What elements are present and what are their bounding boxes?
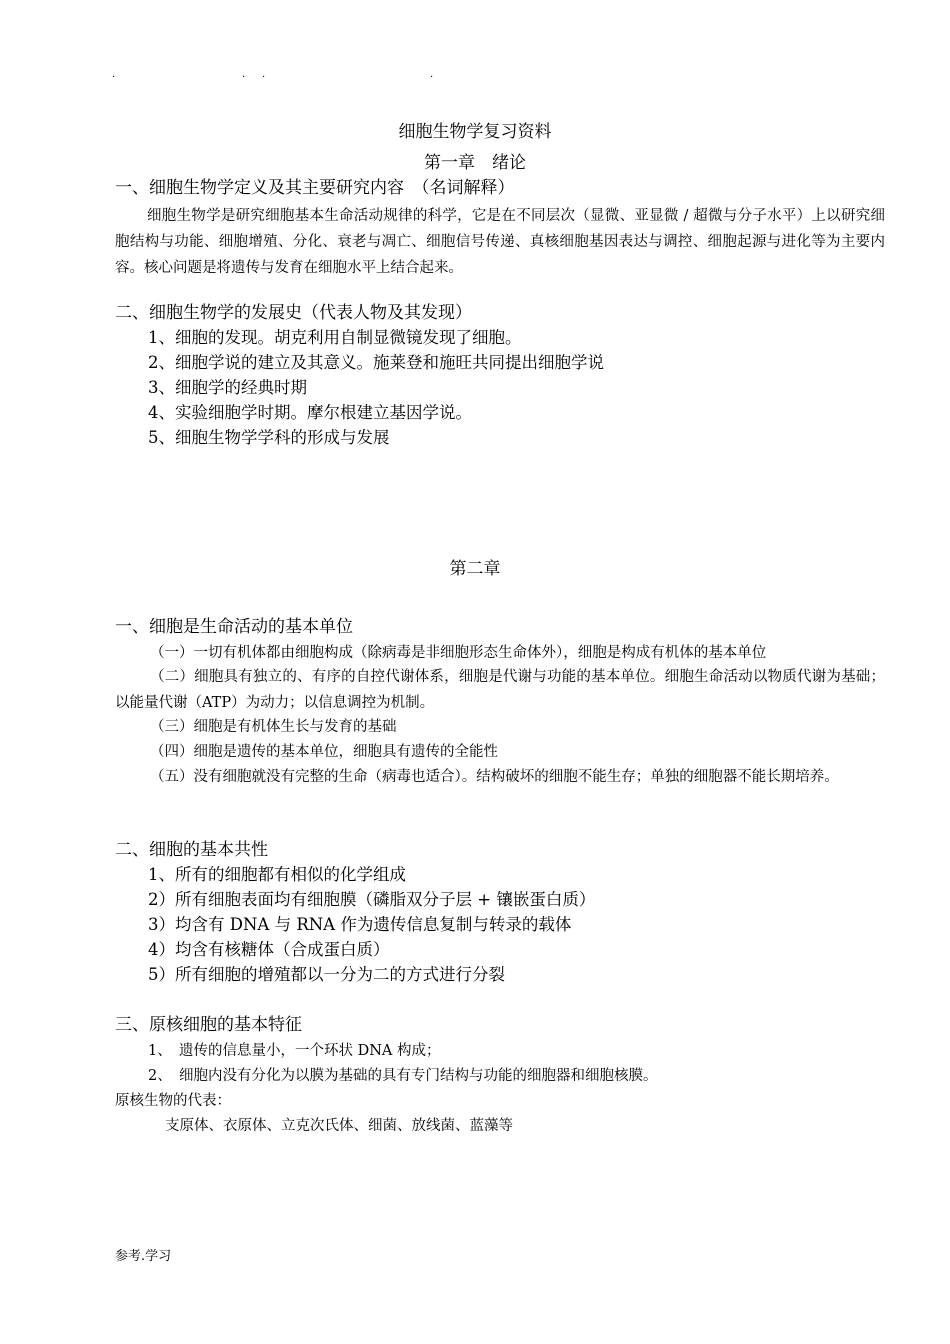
ch2-section2-item: 1、所有的细胞都有相似的化学组成 (148, 865, 406, 884)
ch2-section3-item: 1、 遗传的信息量小，一个环状 DNA 构成； (148, 1043, 441, 1059)
prokaryote-rep-label: 原核生物的代表： (115, 1093, 231, 1109)
header-marks (112, 72, 452, 88)
ch1-section2-item: 3、细胞学的经典时期 (148, 378, 307, 397)
page-footer: 参考.学习 (115, 1249, 172, 1264)
ch1-section2-item: 2、细胞学说的建立及其意义。施莱登和施旺共同提出细胞学说 (148, 353, 604, 372)
ch2-section3-heading: 三、原核细胞的基本特征 (115, 1015, 302, 1035)
ch1-section2-item: 5、细胞生物学学科的形成与发展 (148, 428, 390, 447)
ch1-section1-heading: 一、细胞生物学定义及其主要研究内容 （名词解释） (115, 178, 515, 198)
doc-title: 细胞生物学复习资料 (398, 122, 552, 142)
ch2-section1-item: （二）细胞具有独立的、有序的自控代谢体系，细胞是代谢与功能的基本单位。细胞生命活动以物质代谢为基础；以能量代谢（ATP）为动力；以信息调控为机制。 (115, 669, 885, 711)
ch2-section1-heading: 一、细胞是生命活动的基本单位 (115, 617, 353, 637)
ch2-section1-item: （三）细胞是有机体生长与发育的基础 (150, 719, 397, 735)
header-mark: · (430, 72, 434, 83)
prokaryote-rep-list: 支原体、衣原体、立克次氏体、细菌、放线菌、蓝藻等 (165, 1118, 513, 1134)
ch2-section2-item: 2）所有细胞表面均有细胞膜（磷脂双分子层 + 镶嵌蛋白质） (148, 890, 596, 909)
ch1-section2-heading: 二、细胞生物学的发展史（代表人物及其发现） (115, 303, 472, 323)
ch2-section1-item: （五）没有细胞就没有完整的生命（病毒也适合）。结构破坏的细胞不能生存；单独的细胞器不能长期培养。 (150, 769, 839, 785)
ch2-section1-item: （一）一切有机体都由细胞构成（除病毒是非细胞形态生命体外），细胞是构成有机体的基本单位 (150, 645, 767, 661)
header-mark: · (112, 72, 116, 83)
ch2-section3-item: 2、 细胞内没有分化为以膜为基础的具有专门结构与功能的细胞器和细胞核膜。 (148, 1068, 658, 1084)
ch1-section2-item: 1、细胞的发现。胡克利用自制显微镜发现了细胞。 (148, 328, 522, 347)
ch1-section2-item: 4、实验细胞学时期。摩尔根建立基因学说。 (148, 403, 472, 422)
header-mark: · (242, 72, 246, 83)
ch1-section1-paragraph: 细胞生物学是研究细胞基本生命活动规律的科学，它是在不同层次（显微、亚显微 / 超微与分子水平）上以研究细胞结构与功能、细胞增殖、分化、衰老与凋亡、细胞信号传递、真核细胞基因表达与调控、细胞起源与进化等为主要内容。核心问题是将遗传与发育在细胞水平上结合起来。 (115, 208, 885, 276)
ch2-section1-item: （四）细胞是遗传的基本单位，细胞具有遗传的全能性 (150, 744, 498, 760)
ch2-section2-heading: 二、细胞的基本共性 (115, 840, 268, 860)
ch2-section2-item: 4）均含有核糖体（合成蛋白质） (148, 940, 390, 959)
header-mark: · (262, 72, 266, 83)
ch2-section2-item: 5）所有细胞的增殖都以一分为二的方式进行分裂 (148, 965, 505, 984)
ch2-section2-item: 3）均含有 DNA 与 RNA 作为遗传信息复制与转录的载体 (148, 915, 572, 934)
chapter1-title: 第一章 绪论 (424, 153, 526, 173)
chapter2-title: 第二章 (449, 559, 501, 579)
